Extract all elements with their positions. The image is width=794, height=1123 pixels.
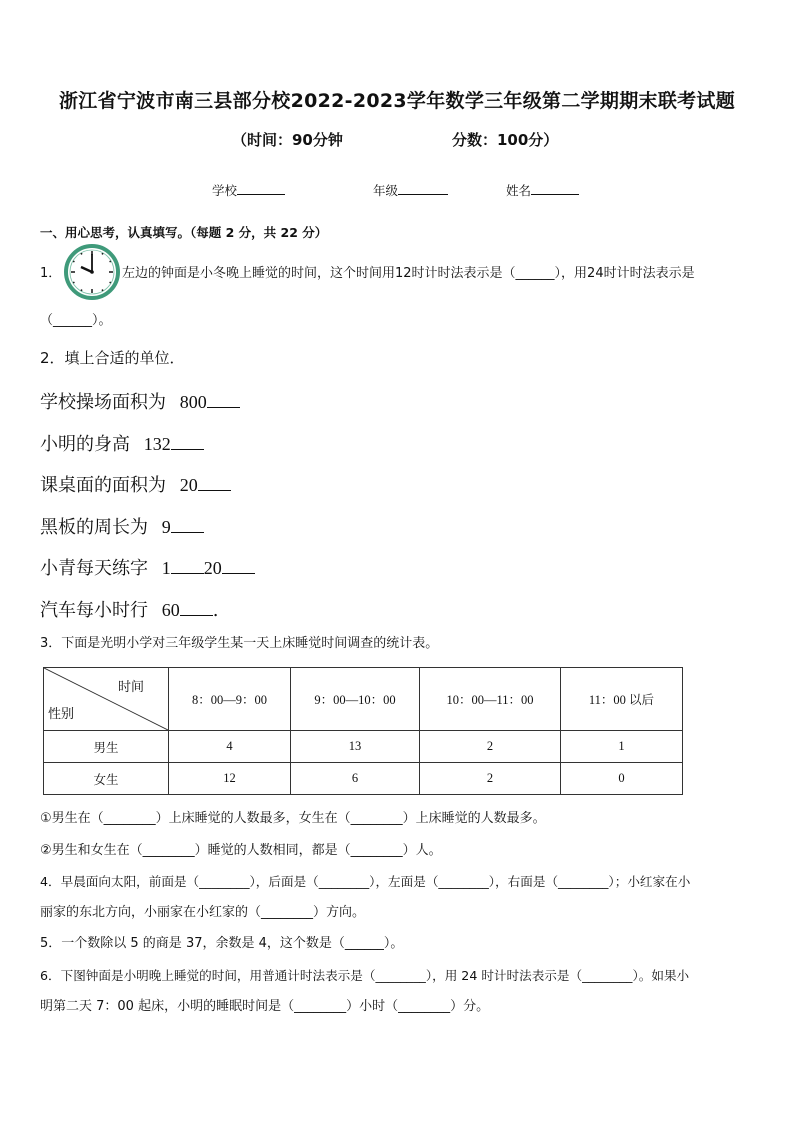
q2-item-label: 黑板的周长为: [40, 517, 148, 538]
q3-sub1: ①男生在（________）上床睡觉的人数最多，女生在（________）上床睡觉的人数最多。: [40, 811, 546, 826]
grade-label: 年级: [373, 183, 399, 198]
unit-blank[interactable]: [180, 614, 213, 616]
q2-item-label: 汽车每小时行: [40, 600, 148, 621]
school-field: [212, 181, 285, 199]
q1-text-line1: 左边的钟面是小冬晚上睡觉的时间，这个时间用12时计时法表示是（______），用24时计时法表示是: [122, 266, 695, 281]
table-row: [44, 763, 683, 795]
q2-item-label: 课桌面的面积为: [40, 475, 166, 496]
clock-icon: [63, 243, 121, 301]
unit-blank[interactable]: [171, 448, 204, 450]
school-blank[interactable]: [237, 193, 285, 195]
q1-number: 1．: [40, 266, 62, 281]
unit-blank[interactable]: [171, 572, 204, 574]
corner-time-label: 时间: [117, 680, 144, 695]
section-heading: 一、用心思考，认真填写。（每题 2 分，共 22 分）: [40, 225, 328, 240]
table-cell: 13: [291, 731, 420, 763]
unit-blank[interactable]: [171, 531, 204, 533]
q2-heading: 2．填上合适的单位．: [40, 349, 185, 367]
q5-text: 5．一个数除以 5 的商是 37，余数是 4，这个数是（______）。: [40, 936, 404, 951]
name-blank[interactable]: [531, 193, 579, 195]
school-label: 学校: [212, 183, 238, 198]
q2-item-value: 1: [161, 558, 171, 578]
q2-item: [40, 513, 204, 539]
q2-item: [40, 388, 240, 414]
q1-text-line2: （______）。: [40, 313, 112, 328]
q2-item: [40, 471, 231, 497]
table-header-cell: 11：00 以后: [560, 668, 682, 731]
table-cell: 1: [560, 731, 682, 763]
exam-score: 分数：100分）: [452, 131, 559, 149]
q2-item-value: 9: [161, 517, 171, 537]
table-corner-cell: [44, 668, 169, 731]
table-cell: 2: [420, 731, 561, 763]
q4-line2: 丽家的东北方向，小丽家在小红家的（________）方向。: [40, 905, 366, 920]
page-title: 浙江省宁波市南三县部分校2022-2023学年数学三年级第二学期期末联考试题: [58, 90, 736, 112]
grade-field: [373, 181, 448, 199]
row-label: 男生: [44, 731, 169, 763]
table-header-cell: 10：00—11：00: [420, 668, 561, 731]
q2-item-label: 学校操场面积为: [40, 392, 166, 413]
q2-item-value: 132: [143, 434, 171, 454]
sleep-time-table: [43, 667, 683, 795]
q2-item-value2: 20: [203, 558, 222, 578]
table-header-cell: 8：00—9：00: [169, 668, 291, 731]
unit-blank[interactable]: [198, 489, 231, 491]
table-header-row: [44, 668, 683, 731]
q2-item-value: 800: [179, 392, 207, 412]
table-header-cell: 9：00—10：00: [291, 668, 420, 731]
table-row: [44, 731, 683, 763]
q6-line1: 6．下图钟面是小明晚上睡觉的时间，用普通计时法表示是（________），用 24 时计时法表示是（________）。如果小: [40, 968, 690, 983]
unit-blank[interactable]: [207, 406, 240, 408]
q2-item-label: 小青每天练字: [40, 558, 148, 579]
q2-item: [40, 596, 218, 622]
corner-gender-label: 性别: [48, 707, 75, 722]
q2-item-value: 20: [179, 475, 198, 495]
name-label: 姓名: [506, 183, 532, 198]
q6-line2: 明第二天 7：00 起床，小明的睡眠时间是（________）小时（________）分。: [40, 999, 490, 1014]
q3-sub2: ②男生和女生在（________）睡觉的人数相同，都是（________）人。: [40, 843, 442, 858]
q2-item-label: 小明的身高: [40, 434, 130, 455]
q4-line1: 4．早晨面向太阳，前面是（________），后面是（________），左面是（________），右面是（________）；小红家在小: [40, 874, 691, 889]
table-cell: 4: [169, 731, 291, 763]
name-field: [506, 181, 579, 199]
table-cell: 2: [420, 763, 561, 795]
q2-item: [40, 554, 255, 580]
unit-blank[interactable]: [222, 572, 255, 574]
table-cell: 6: [291, 763, 420, 795]
q2-item-value: 60: [161, 600, 180, 620]
row-label: 女生: [44, 763, 169, 795]
q2-item: [40, 430, 204, 456]
table-cell: 12: [169, 763, 291, 795]
exam-time: （时间：90分钟: [232, 131, 343, 149]
table-cell: 0: [560, 763, 682, 795]
q2-item-suffix: .: [212, 600, 219, 621]
q3-text: 3．下面是光明小学对三年级学生某一天上床睡觉时间调查的统计表。: [40, 636, 439, 651]
grade-blank[interactable]: [398, 193, 448, 195]
